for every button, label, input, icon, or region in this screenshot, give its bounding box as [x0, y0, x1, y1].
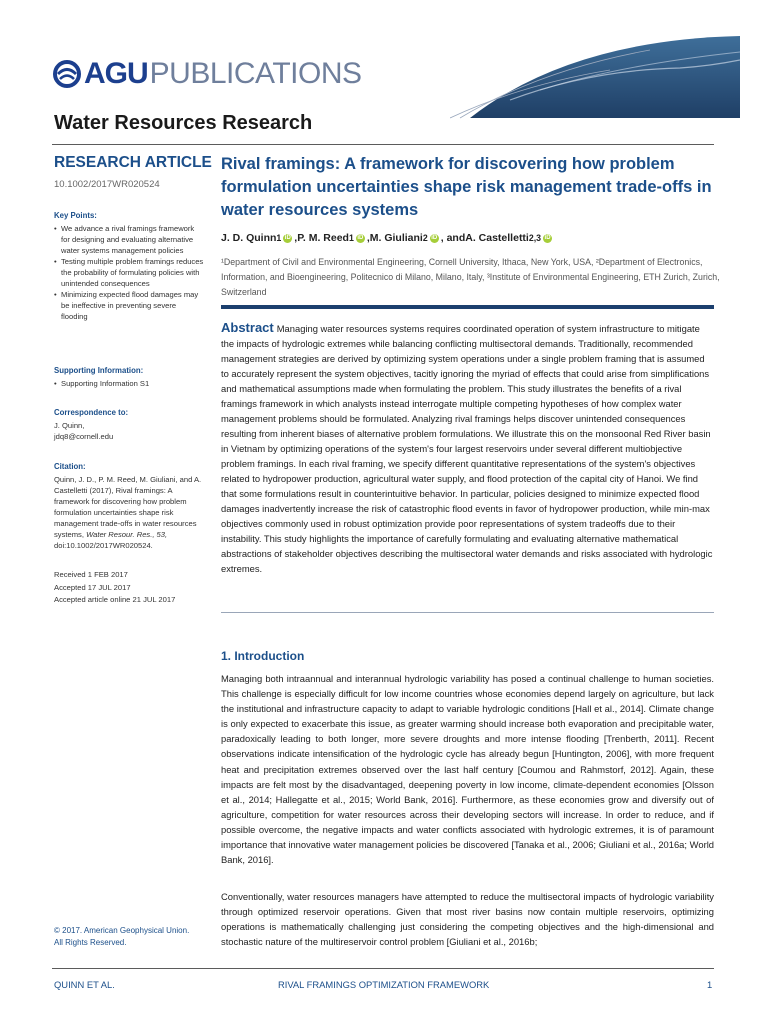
footer-authors: QUINN ET AL. — [54, 979, 115, 990]
copyright — [54, 925, 189, 949]
agu-globe-icon — [52, 59, 82, 89]
supporting-heading: Supporting Information: — [54, 366, 144, 375]
accepted-date: Accepted 17 JUL 2017 — [54, 582, 131, 592]
author-name: P. M. Reed — [297, 232, 349, 244]
abstract-text: Managing water resources systems requires coordinated operation of system infrastructure to mitigate the impacts of hydrologic extremes while balancing conflicting multisectoral demands. Traditionally, recommended management strategies are derived by optimizing system operations under a single problem framing that is assumed to accurately represent the system objectives, tacitly ignoring the myriad of effects that could arise from simplifications and mathematical assumptions made when formulating the problem. This study illustrates the benefits of a rival framings framework in which analysts instead interrogate multiple competing hypotheses of how complex water management problems should be formulated. Analyzing rival framings helps discover unintended consequences resulting from inherent biases of alternative problem formulations. We illustrate this on the monsoonal Red River basin in Vietnam by optimizing operations of the system's four largest reservoirs under several different multiobjective problem framings. In each rival framing, we specify different quantitative representations of the system's objectives related to hydropower production, agricultural water supply, and flood protection of the capital city of Hanoi. We find that some formulations result in counterintuitive behavior. In particular, policies designed to minimize expected flood damages inadvertently increase the risk of catastrophic flood events in favor of hydropower production, while min-max objectives commonly used in robust optimization provide poor representations of system tradeoffs due to their instability. This study highlights the importance of carefully formulating and evaluating alternative mathematical abstractions of stakeholder objectives describing the multisectoral water demands and risks associated with hydrologic extremes. — [221, 323, 713, 574]
correspondence-email[interactable]: jdq8@cornell.edu — [54, 432, 114, 441]
article-dates — [54, 569, 204, 607]
agu-logo — [52, 56, 362, 92]
abstract-bottom-rule — [221, 612, 714, 613]
author-affiliation-sup: 1 — [276, 233, 282, 243]
page-number: 1 — [707, 979, 713, 990]
key-points-heading: Key Points: — [54, 211, 97, 220]
affiliations: ¹Department of Civil and Environmental Engineering, Cornell University, Ithaca, New York, USA, ²Department of Electronics, Information, and Bioengineering, Politecnico di Milano, Milano, Italy, ³Institute of Environmental Engineering, ETH Zurich, Zurich, Switzerland — [221, 257, 720, 297]
received-date: Received 1 FEB 2017 — [54, 570, 128, 579]
author-affiliation-sup: 1 — [348, 233, 354, 243]
citation — [54, 461, 204, 551]
intro-paragraph-2: Conventionally, water resources managers have attempted to reduce the multisectoral impacts of hydrologic variability through optimized reservoir operations. Given that most river basins now contain multiple reservoirs, optimizing operations is mathematically challenging just considering the competing objectives and the high-dimensional and stochastic nature of the multireservoir control problem [Giuliani et al., 2016b; — [221, 891, 714, 948]
intro-paragraph-1: Managing both intraannual and interannual hydrologic variability has posed a continual challenge to human societies. This challenge is especially difficult for low income countries whose economies depend largely on agriculture, but lack the institutional and infrastructure capacity to adapt to variable hydrologic conditions [Hall et al., 2014]. Climate change is only expected to exacerbate this issue, as greater warming should increase both evaporation and precipitable water, paradoxically leading to both longer, more severe droughts and more intense flooding [Trenberth, 2011]. Recent observations indicate intensification of the hydrologic cycle has already begun [Huntington, 2006], with more frequent heat and precipitation extremes observed over the last half century [Coumou and Rahmstorf, 2012]. Again, these impacts are felt most by the disadvantaged, deepening poverty in low income, climate-dependent economies [Olsson et al., 2014; Hallegatte et al., 2015; World Bank, 2016]. Furthermore, as these economies grow and diversify out of agriculture, competition for water resources across their developing sectors will increase. In order to reduce, and if possible overcome, the negative impacts and water conflicts associated with hydrologic extremes, it is of paramount importance that innovative water management policies be discovered [Tanaka et al., 2006; Giuliani et al., 2016a; World Bank, 2016]. — [221, 673, 714, 866]
author-affiliation-sup: 2 — [422, 233, 428, 243]
orcid-icon[interactable]: iD — [284, 234, 291, 241]
author-affiliation-sup: 2,3 — [528, 233, 542, 243]
accepted-online-date: Accepted article online 21 JUL 2017 — [54, 595, 176, 604]
logo-agu-text: AGU — [84, 57, 148, 90]
key-point: • Minimizing expected flood damages may be ineffective in preventing severe flooding — [54, 289, 204, 322]
doi: 10.1002/2017WR020524 — [54, 179, 160, 190]
orcid-icon[interactable]: iD — [357, 234, 364, 241]
key-points — [54, 210, 204, 322]
footer-divider — [52, 968, 714, 969]
header-divider — [52, 144, 714, 145]
copyright-line: © 2017. American Geophysical Union. — [54, 926, 190, 935]
article-title: Rival framings: A framework for discovering how problem formulation uncertainties shape risk management trade-offs in water resources systems — [221, 155, 712, 219]
citation-text: Quinn, J. D., P. M. Reed, M. Giuliani, and A. Castelletti (2017), Rival framings: A framework for discovering how problem formulation uncertainties shape risk management trade-offs in water resources systems, — [54, 475, 202, 539]
citation-doi: doi:10.1002/2017WR020524. — [54, 541, 153, 550]
key-point: • Testing multiple problem framings reduces the probability of formulating policies with unintended consequences — [54, 256, 204, 289]
supporting-information — [54, 365, 204, 389]
author-name: J. D. Quinn — [221, 232, 277, 244]
orcid-icon[interactable]: iD — [431, 234, 438, 241]
author-separator: , — [294, 232, 298, 244]
author-name: A. Castelletti — [465, 232, 529, 244]
citation-journal: Water Resour. Res., 53, — [86, 530, 168, 539]
rights-line: All Rights Reserved. — [54, 938, 127, 947]
author-list — [221, 232, 554, 244]
logo-publications-text: PUBLICATIONS — [149, 57, 362, 90]
orcid-icon[interactable]: iD — [544, 234, 551, 241]
supporting-item[interactable]: • Supporting Information S1 — [54, 378, 204, 389]
journal-title: Water Resources Research — [54, 112, 313, 134]
author-name: M. Giuliani — [369, 232, 423, 244]
key-point: • We advance a rival framings framework for designing and evaluating alternative water systems management policies — [54, 223, 204, 256]
author-separator: , and — [440, 232, 466, 244]
citation-body — [54, 474, 204, 551]
citation-heading: Citation: — [54, 462, 86, 471]
correspondence-heading: Correspondence to: — [54, 408, 129, 417]
ocean-wave-graphic — [450, 30, 740, 120]
correspondence-name: J. Quinn, — [54, 421, 85, 430]
section-heading-introduction: 1. Introduction — [221, 649, 305, 663]
article-type: RESEARCH ARTICLE — [54, 154, 212, 171]
abstract-label: Abstract — [221, 320, 274, 335]
abstract-top-rule — [221, 305, 714, 309]
abstract — [221, 320, 714, 576]
footer-running-title: RIVAL FRAMINGS OPTIMIZATION FRAMEWORK — [278, 979, 490, 990]
author-separator: , — [366, 232, 370, 244]
correspondence — [54, 407, 204, 442]
